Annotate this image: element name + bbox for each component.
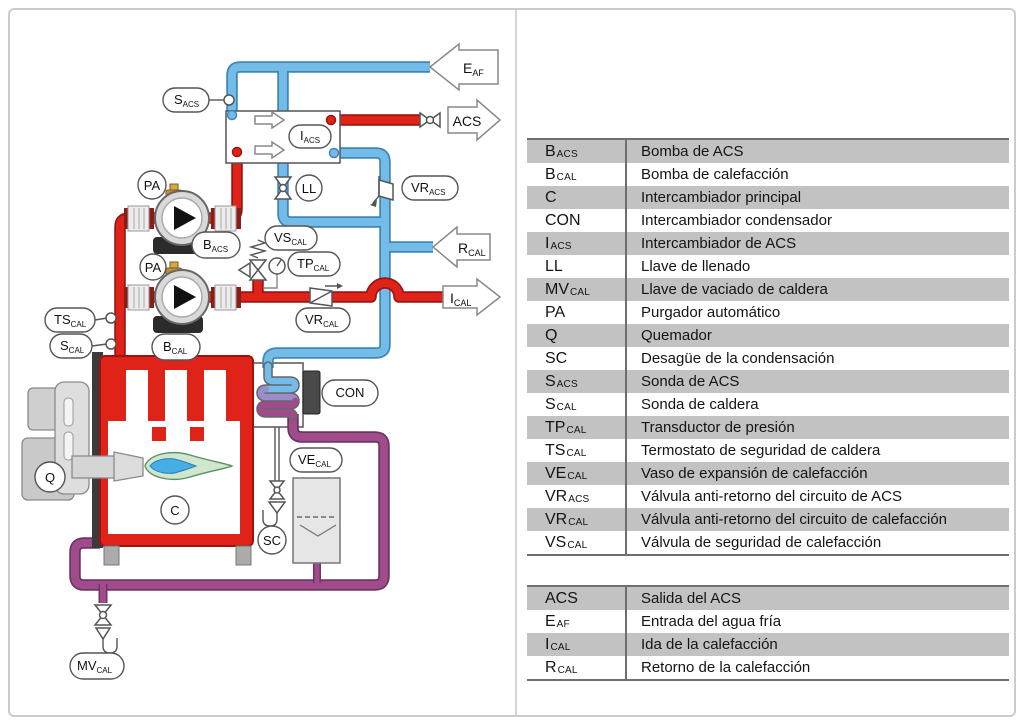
svg-text:SACS: $S_{ACS}$ bbox=[174, 92, 200, 109]
svg-text:Q: Q bbox=[44, 470, 56, 485]
legend-row: VRCAL Válvula anti-retorno del circuito de calefacción bbox=[527, 508, 1009, 531]
legend-row: SC Desagüe de la condensación bbox=[527, 347, 1009, 370]
boiler-drain-valve bbox=[95, 605, 117, 653]
legend-components-table bbox=[527, 138, 1009, 556]
svg-text:C: C bbox=[170, 503, 180, 518]
svg-text:TPCAL: $TP_{CAL}$ bbox=[297, 256, 330, 273]
expansion-vessel bbox=[293, 478, 340, 563]
legend-row: BACS Bomba de ACS bbox=[527, 140, 1009, 163]
legend-row: VECAL Vaso de expansión de calefacción bbox=[527, 462, 1009, 485]
legend-row: CON Intercambiador condensador bbox=[527, 209, 1009, 232]
svg-text:EAF: $E_{AF}$ bbox=[463, 60, 484, 78]
sensor-tscal bbox=[95, 313, 116, 323]
svg-text:LL: LL bbox=[301, 181, 317, 196]
arrow-eaf bbox=[430, 44, 498, 90]
svg-text:IACS: $I_{ACS}$ bbox=[300, 128, 321, 145]
hydraulic-diagram bbox=[10, 10, 510, 715]
legend-row: VSCAL Válvula de seguridad de calefacción bbox=[527, 531, 1009, 554]
legend-row: TPCAL Transductor de presión bbox=[527, 416, 1009, 439]
pressure-gauge-tpcal bbox=[263, 258, 285, 288]
svg-text:PA: PA bbox=[144, 260, 162, 275]
legend-row: ACS Salida del ACS bbox=[527, 587, 1009, 610]
legend-row: SACS Sonda de ACS bbox=[527, 370, 1009, 393]
arrow-ical bbox=[443, 279, 500, 315]
svg-text:SC: SC bbox=[262, 533, 282, 548]
legend-row: VRACS Válvula anti-retorno del circuito de ACS bbox=[527, 485, 1009, 508]
legend-connections-table bbox=[527, 585, 1009, 681]
svg-text:VRCAL: $VR_{CAL}$ bbox=[305, 312, 339, 329]
svg-text:RCAL: $R_{CAL}$ bbox=[458, 240, 486, 258]
legend-row: LL Llave de llenado bbox=[527, 255, 1009, 278]
legend-row: TSCAL Termostato de seguridad de caldera bbox=[527, 439, 1009, 462]
legend-row: IACS Intercambiador de ACS bbox=[527, 232, 1009, 255]
legend-row: MVCAL Llave de vaciado de caldera bbox=[527, 278, 1009, 301]
arrow-rcal bbox=[433, 227, 490, 267]
svg-text:CON: CON bbox=[335, 385, 365, 400]
svg-text:BCAL: $B_{CAL}$ bbox=[163, 339, 188, 356]
legend-row: C Intercambiador principal bbox=[527, 186, 1009, 209]
svg-text:VSCAL: $VS_{CAL}$ bbox=[274, 230, 307, 247]
legend-row: PA Purgador automático bbox=[527, 301, 1009, 324]
legend-row: SCAL Sonda de caldera bbox=[527, 393, 1009, 416]
acs-outlet-valve bbox=[420, 113, 440, 127]
svg-text:PA: PA bbox=[143, 178, 161, 193]
legend-row: EAF Entrada del agua fría bbox=[527, 610, 1009, 633]
condensate-drain bbox=[263, 427, 285, 526]
svg-text:VRACS: $VR_{ACS}$ bbox=[411, 180, 446, 197]
legend-row: Q Quemador bbox=[527, 324, 1009, 347]
svg-text:BACS: $B_{ACS}$ bbox=[203, 237, 229, 254]
legend-row: BCAL Bomba de calefacción bbox=[527, 163, 1009, 186]
legend-row: ICAL Ida de la calefacción bbox=[527, 633, 1009, 656]
svg-text:VECAL: $VE_{CAL}$ bbox=[298, 452, 331, 469]
sensor-sacs bbox=[209, 95, 234, 105]
panel-divider bbox=[515, 10, 517, 715]
legend-row: RCAL Retorno de la calefacción bbox=[527, 656, 1009, 679]
svg-text:SCAL: $S_{CAL}$ bbox=[60, 338, 85, 355]
svg-text:ACS: ACS bbox=[452, 113, 482, 129]
flue-outlet bbox=[303, 371, 320, 414]
sensor-scal bbox=[92, 339, 116, 349]
svg-text:ICAL: $I_{CAL}$ bbox=[450, 290, 472, 308]
svg-text:MVCAL: $MV_{CAL}$ bbox=[77, 658, 113, 675]
safety-valve-vscal bbox=[239, 240, 266, 280]
arrow-acs bbox=[448, 100, 500, 140]
svg-text:TSCAL: $TS_{CAL}$ bbox=[54, 312, 87, 329]
